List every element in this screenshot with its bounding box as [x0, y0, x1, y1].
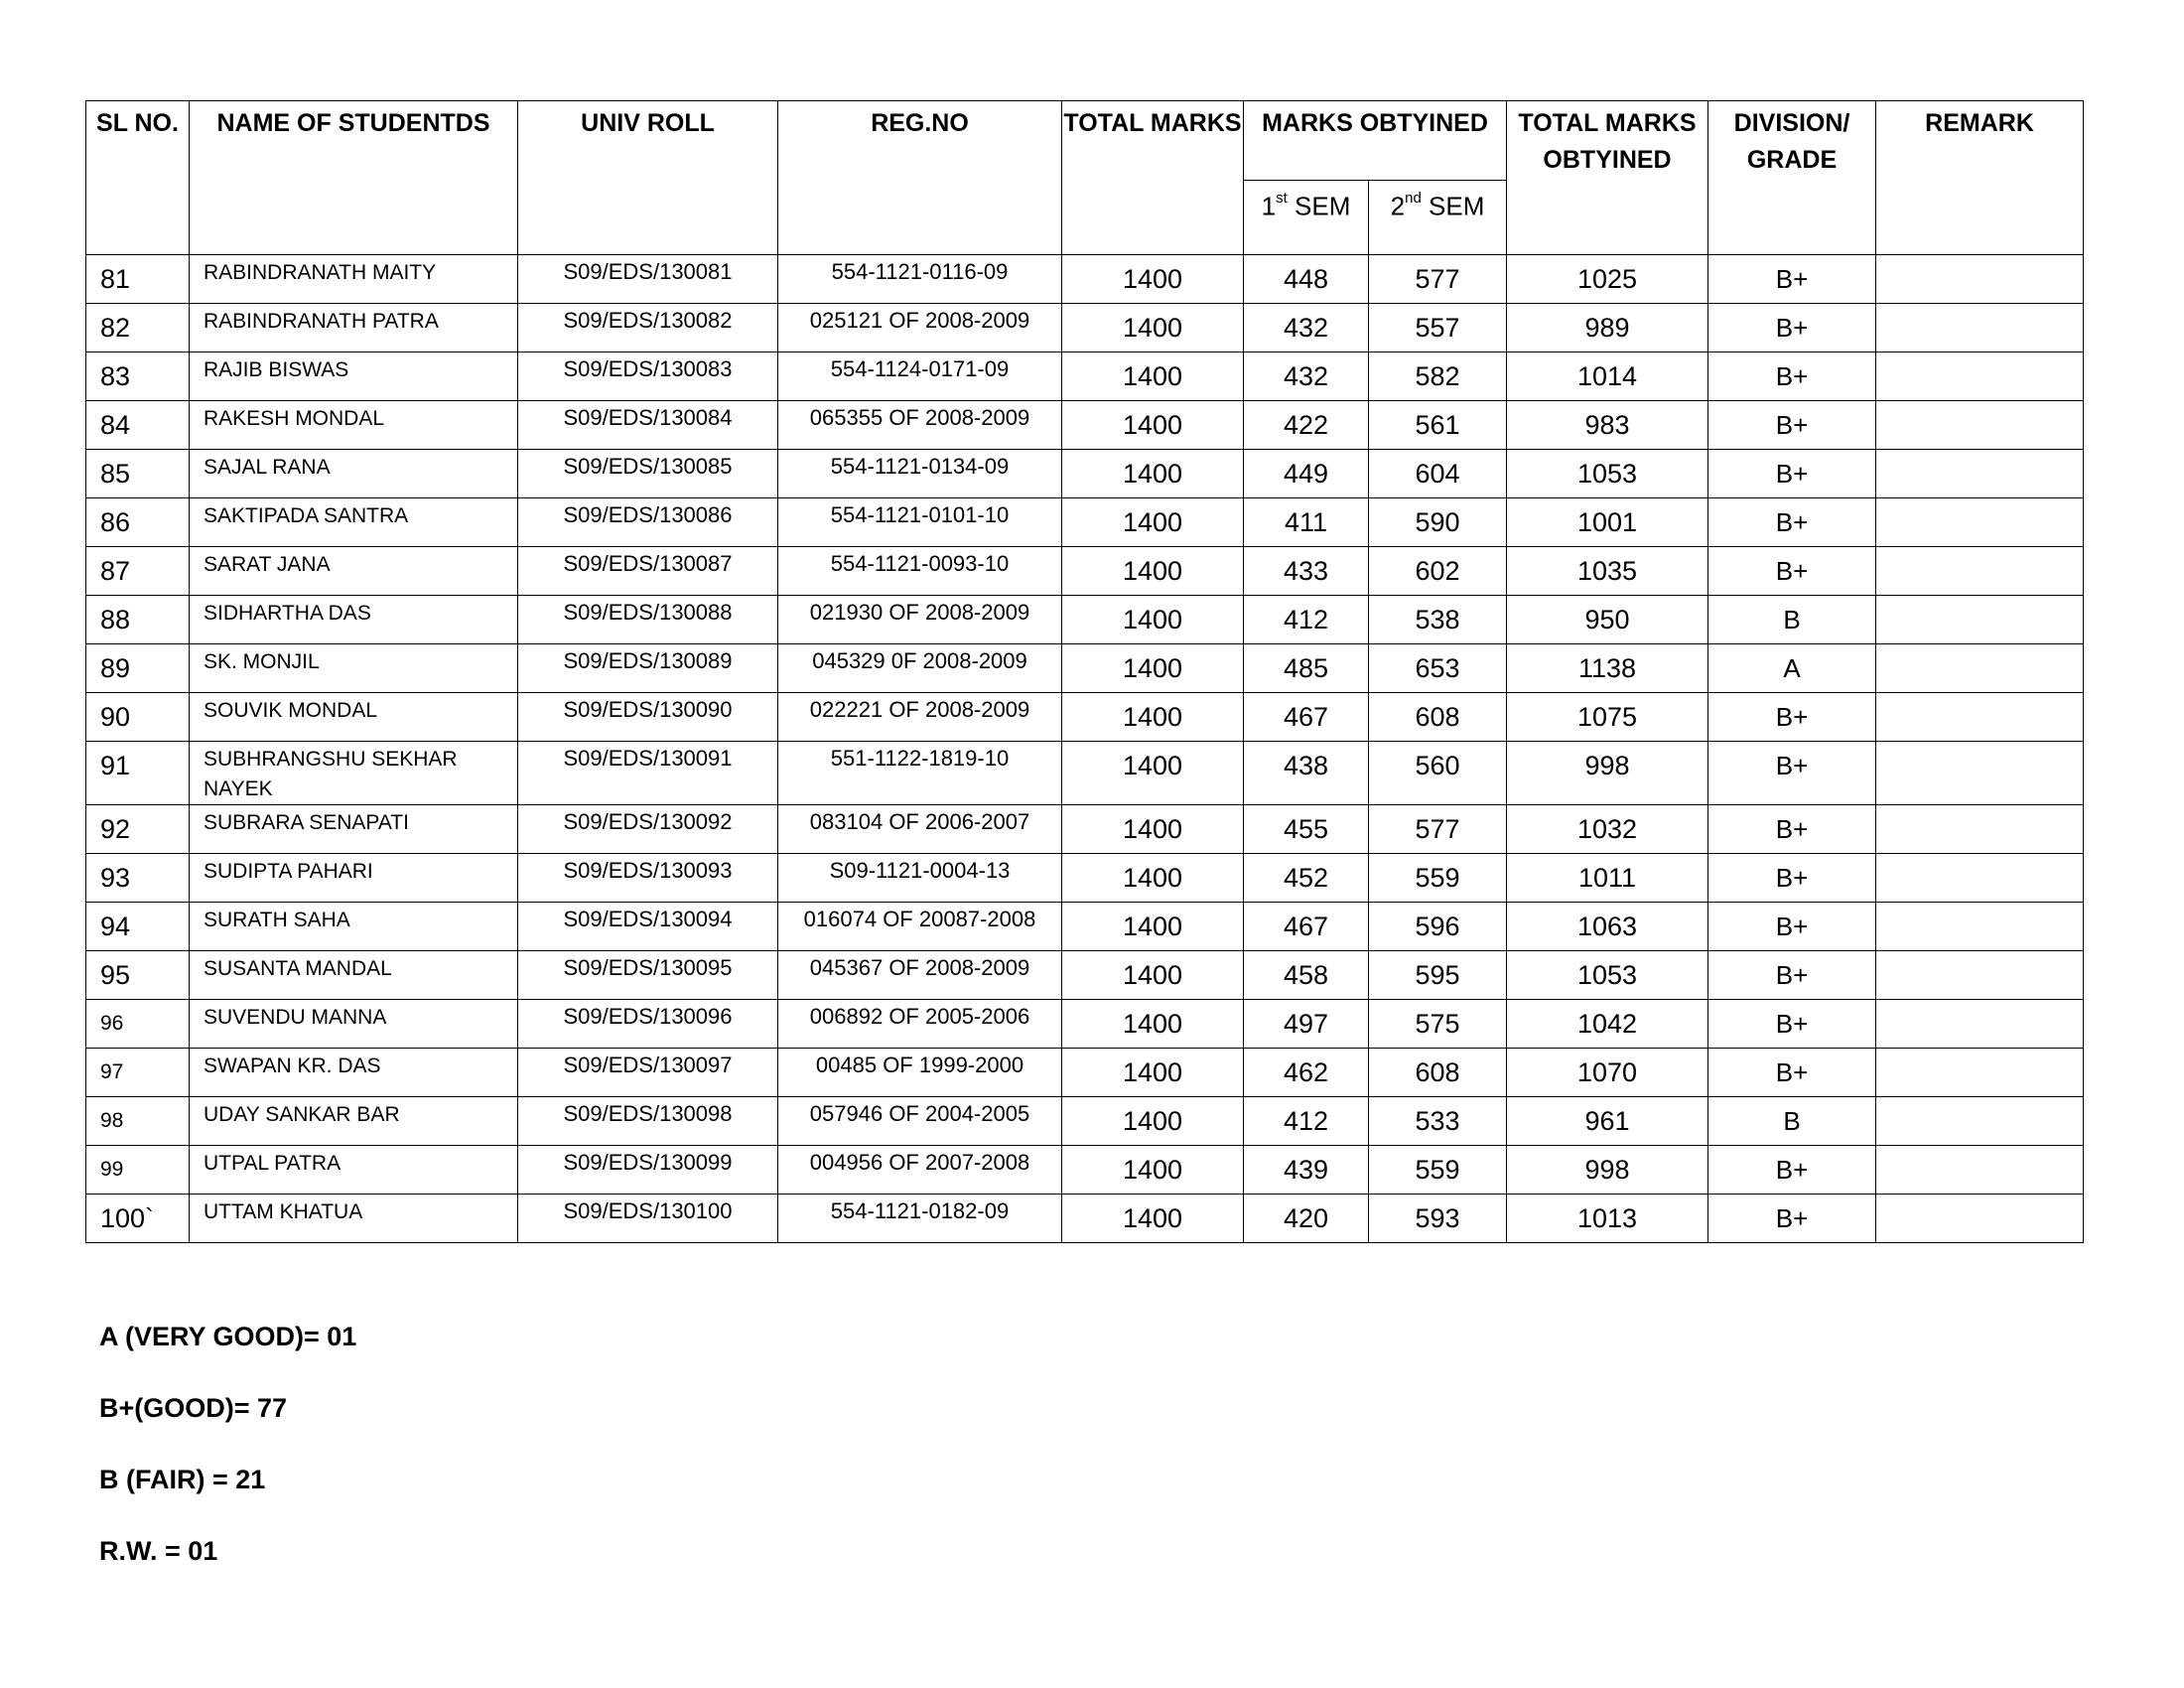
- sem1-marks-cell: 467: [1244, 693, 1369, 742]
- reg-no-cell: 022221 OF 2008-2009: [778, 693, 1062, 742]
- table-row: [86, 352, 2084, 401]
- sem1-marks-cell: 439: [1244, 1146, 1369, 1195]
- remark-cell: [1876, 742, 2084, 805]
- total-obtained-cell: 989: [1507, 304, 1708, 352]
- reg-no-cell: 554-1121-0134-09: [778, 450, 1062, 498]
- grade-cell: B+: [1708, 352, 1876, 401]
- sl-no-cell: 90: [86, 693, 190, 742]
- grade-cell: B+: [1708, 951, 1876, 1000]
- table-row: [86, 304, 2084, 352]
- sl-no-cell: 91: [86, 742, 190, 805]
- grade-cell: B+: [1708, 401, 1876, 450]
- student-name-cell: SURATH SAHA: [190, 903, 518, 951]
- header-remark: REMARK: [1876, 101, 2084, 255]
- total-marks-cell: 1400: [1062, 1097, 1244, 1146]
- univ-roll-cell: S09/EDS/130091: [518, 742, 778, 805]
- reg-no-cell: 045329 0F 2008-2009: [778, 644, 1062, 693]
- total-marks-cell: 1400: [1062, 255, 1244, 304]
- total-obtained-cell: 1025: [1507, 255, 1708, 304]
- sl-no-cell: 82: [86, 304, 190, 352]
- remark-cell: [1876, 352, 2084, 401]
- header-total-marks-obtained: TOTAL MARKS OBTYINED: [1507, 101, 1708, 255]
- total-marks-cell: 1400: [1062, 1195, 1244, 1243]
- student-name-cell: SUSANTA MANDAL: [190, 951, 518, 1000]
- total-obtained-cell: 1032: [1507, 805, 1708, 854]
- student-name-cell: RABINDRANATH PATRA: [190, 304, 518, 352]
- student-name-cell: SAKTIPADA SANTRA: [190, 498, 518, 547]
- table-row: [86, 1195, 2084, 1243]
- sem2-marks-cell: 590: [1369, 498, 1507, 547]
- grade-cell: B+: [1708, 547, 1876, 596]
- student-name-cell: RAKESH MONDAL: [190, 401, 518, 450]
- total-obtained-cell: 1035: [1507, 547, 1708, 596]
- sem1-marks-cell: 462: [1244, 1049, 1369, 1097]
- remark-cell: [1876, 951, 2084, 1000]
- sl-no-cell: 100`: [86, 1195, 190, 1243]
- total-marks-cell: 1400: [1062, 450, 1244, 498]
- table-row: [86, 547, 2084, 596]
- grade-cell: B+: [1708, 903, 1876, 951]
- univ-roll-cell: S09/EDS/130088: [518, 596, 778, 644]
- reg-no-cell: 025121 OF 2008-2009: [778, 304, 1062, 352]
- total-marks-cell: 1400: [1062, 903, 1244, 951]
- total-obtained-cell: 1053: [1507, 951, 1708, 1000]
- sem2-marks-cell: 595: [1369, 951, 1507, 1000]
- total-marks-cell: 1400: [1062, 498, 1244, 547]
- table-row: [86, 596, 2084, 644]
- reg-no-cell: S09-1121-0004-13: [778, 854, 1062, 903]
- header-reg-no: REG.NO: [778, 101, 1062, 255]
- remark-cell: [1876, 1049, 2084, 1097]
- remark-cell: [1876, 450, 2084, 498]
- remark-cell: [1876, 693, 2084, 742]
- sem2-marks-cell: 582: [1369, 352, 1507, 401]
- table-row: [86, 1000, 2084, 1049]
- remark-cell: [1876, 854, 2084, 903]
- student-name-cell: SAJAL RANA: [190, 450, 518, 498]
- grade-summary: [99, 1319, 356, 1605]
- total-marks-cell: 1400: [1062, 693, 1244, 742]
- table-row: [86, 498, 2084, 547]
- total-marks-cell: 1400: [1062, 805, 1244, 854]
- total-obtained-cell: 950: [1507, 596, 1708, 644]
- total-marks-cell: 1400: [1062, 1146, 1244, 1195]
- student-name-cell: SOUVIK MONDAL: [190, 693, 518, 742]
- sem1-marks-cell: 432: [1244, 352, 1369, 401]
- grade-cell: B+: [1708, 854, 1876, 903]
- table-row: [86, 450, 2084, 498]
- table-row: [86, 742, 2084, 805]
- student-name-cell: SIDHARTHA DAS: [190, 596, 518, 644]
- univ-roll-cell: S09/EDS/130084: [518, 401, 778, 450]
- sl-no-cell: 96: [86, 1000, 190, 1049]
- header-name: NAME OF STUDENTDS: [190, 101, 518, 255]
- reg-no-cell: 554-1121-0182-09: [778, 1195, 1062, 1243]
- sl-no-cell: 92: [86, 805, 190, 854]
- header-2nd-sem: 2nd SEM: [1369, 181, 1507, 255]
- sl-no-cell: 85: [86, 450, 190, 498]
- total-obtained-cell: 1042: [1507, 1000, 1708, 1049]
- univ-roll-cell: S09/EDS/130087: [518, 547, 778, 596]
- header-marks-obtained: MARKS OBTYINED: [1244, 101, 1507, 181]
- univ-roll-cell: S09/EDS/130099: [518, 1146, 778, 1195]
- table-row: [86, 401, 2084, 450]
- remark-cell: [1876, 805, 2084, 854]
- univ-roll-cell: S09/EDS/130090: [518, 693, 778, 742]
- total-obtained-cell: 1075: [1507, 693, 1708, 742]
- grade-cell: B+: [1708, 693, 1876, 742]
- sem1-marks-cell: 452: [1244, 854, 1369, 903]
- table-row: [86, 255, 2084, 304]
- student-name-cell: SUVENDU MANNA: [190, 1000, 518, 1049]
- total-marks-cell: 1400: [1062, 401, 1244, 450]
- student-name-cell: SWAPAN KR. DAS: [190, 1049, 518, 1097]
- reg-no-cell: 554-1124-0171-09: [778, 352, 1062, 401]
- remark-cell: [1876, 401, 2084, 450]
- sem2-marks-cell: 559: [1369, 854, 1507, 903]
- total-obtained-cell: 998: [1507, 1146, 1708, 1195]
- summary-line-b: B (FAIR) = 21: [99, 1465, 266, 1494]
- univ-roll-cell: S09/EDS/130082: [518, 304, 778, 352]
- sem2-marks-cell: 560: [1369, 742, 1507, 805]
- sl-no-cell: 99: [86, 1146, 190, 1195]
- remark-cell: [1876, 255, 2084, 304]
- sem1-marks-cell: 467: [1244, 903, 1369, 951]
- student-name-cell: SUDIPTA PAHARI: [190, 854, 518, 903]
- summary-line-rw: R.W. = 01: [99, 1536, 218, 1566]
- header-sl-no: SL NO.: [86, 101, 190, 255]
- sem2-marks-cell: 538: [1369, 596, 1507, 644]
- reg-no-cell: 016074 OF 20087-2008: [778, 903, 1062, 951]
- grade-cell: A: [1708, 644, 1876, 693]
- table-body: [86, 255, 2084, 1243]
- total-obtained-cell: 1013: [1507, 1195, 1708, 1243]
- sl-no-cell: 83: [86, 352, 190, 401]
- total-obtained-cell: 1001: [1507, 498, 1708, 547]
- grade-cell: B+: [1708, 742, 1876, 805]
- total-obtained-cell: 998: [1507, 742, 1708, 805]
- table-row: [86, 644, 2084, 693]
- student-name-cell: SARAT JANA: [190, 547, 518, 596]
- grade-cell: B+: [1708, 1049, 1876, 1097]
- remark-cell: [1876, 644, 2084, 693]
- total-marks-cell: 1400: [1062, 742, 1244, 805]
- sem2-marks-cell: 608: [1369, 693, 1507, 742]
- sem2-marks-cell: 604: [1369, 450, 1507, 498]
- total-obtained-cell: 961: [1507, 1097, 1708, 1146]
- student-name-cell: RAJIB BISWAS: [190, 352, 518, 401]
- reg-no-cell: 083104 OF 2006-2007: [778, 805, 1062, 854]
- total-marks-cell: 1400: [1062, 596, 1244, 644]
- sl-no-cell: 89: [86, 644, 190, 693]
- grade-cell: B: [1708, 596, 1876, 644]
- reg-no-cell: 004956 OF 2007-2008: [778, 1146, 1062, 1195]
- sem1-marks-cell: 420: [1244, 1195, 1369, 1243]
- reg-no-cell: 00485 OF 1999-2000: [778, 1049, 1062, 1097]
- remark-cell: [1876, 304, 2084, 352]
- remark-cell: [1876, 547, 2084, 596]
- univ-roll-cell: S09/EDS/130085: [518, 450, 778, 498]
- grade-cell: B+: [1708, 304, 1876, 352]
- sl-no-cell: 97: [86, 1049, 190, 1097]
- sem2-marks-cell: 602: [1369, 547, 1507, 596]
- remark-cell: [1876, 498, 2084, 547]
- remark-cell: [1876, 1000, 2084, 1049]
- remark-cell: [1876, 596, 2084, 644]
- sem2-marks-cell: 561: [1369, 401, 1507, 450]
- table-row: [86, 951, 2084, 1000]
- remark-cell: [1876, 903, 2084, 951]
- univ-roll-cell: S09/EDS/130081: [518, 255, 778, 304]
- sem1-marks-cell: 449: [1244, 450, 1369, 498]
- header-univ-roll: UNIV ROLL: [518, 101, 778, 255]
- total-obtained-cell: 1070: [1507, 1049, 1708, 1097]
- student-name-cell: SK. MONJIL: [190, 644, 518, 693]
- sl-no-cell: 98: [86, 1097, 190, 1146]
- sem1-marks-cell: 438: [1244, 742, 1369, 805]
- univ-roll-cell: S09/EDS/130098: [518, 1097, 778, 1146]
- sl-no-cell: 88: [86, 596, 190, 644]
- sem2-marks-cell: 608: [1369, 1049, 1507, 1097]
- sem2-marks-cell: 593: [1369, 1195, 1507, 1243]
- univ-roll-cell: S09/EDS/130094: [518, 903, 778, 951]
- univ-roll-cell: S09/EDS/130089: [518, 644, 778, 693]
- reg-no-cell: 006892 OF 2005-2006: [778, 1000, 1062, 1049]
- reg-no-cell: 551-1122-1819-10: [778, 742, 1062, 805]
- remark-cell: [1876, 1146, 2084, 1195]
- sl-no-cell: 86: [86, 498, 190, 547]
- sl-no-cell: 93: [86, 854, 190, 903]
- univ-roll-cell: S09/EDS/130100: [518, 1195, 778, 1243]
- total-obtained-cell: 1011: [1507, 854, 1708, 903]
- header-total-marks: TOTAL MARKS: [1062, 101, 1244, 255]
- reg-no-cell: 554-1121-0116-09: [778, 255, 1062, 304]
- total-marks-cell: 1400: [1062, 547, 1244, 596]
- student-name-cell: UDAY SANKAR BAR: [190, 1097, 518, 1146]
- univ-roll-cell: S09/EDS/130093: [518, 854, 778, 903]
- total-marks-cell: 1400: [1062, 304, 1244, 352]
- reg-no-cell: 021930 OF 2008-2009: [778, 596, 1062, 644]
- total-marks-cell: 1400: [1062, 644, 1244, 693]
- results-table: [85, 100, 2084, 1243]
- univ-roll-cell: S09/EDS/130097: [518, 1049, 778, 1097]
- sem1-marks-cell: 412: [1244, 596, 1369, 644]
- total-obtained-cell: 983: [1507, 401, 1708, 450]
- univ-roll-cell: S09/EDS/130096: [518, 1000, 778, 1049]
- sem2-marks-cell: 575: [1369, 1000, 1507, 1049]
- sem2-marks-cell: 596: [1369, 903, 1507, 951]
- table-row: [86, 1097, 2084, 1146]
- remark-cell: [1876, 1097, 2084, 1146]
- table-row: [86, 805, 2084, 854]
- sl-no-cell: 95: [86, 951, 190, 1000]
- table-row: [86, 693, 2084, 742]
- sem1-marks-cell: 433: [1244, 547, 1369, 596]
- sem2-marks-cell: 557: [1369, 304, 1507, 352]
- total-marks-cell: 1400: [1062, 1000, 1244, 1049]
- sem1-marks-cell: 497: [1244, 1000, 1369, 1049]
- student-name-cell: SUBHRANGSHU SEKHAR NAYEK: [190, 742, 518, 805]
- sl-no-cell: 94: [86, 903, 190, 951]
- total-obtained-cell: 1138: [1507, 644, 1708, 693]
- univ-roll-cell: S09/EDS/130095: [518, 951, 778, 1000]
- sem2-marks-cell: 653: [1369, 644, 1507, 693]
- sem1-marks-cell: 412: [1244, 1097, 1369, 1146]
- summary-line-b-plus: B+(GOOD)= 77: [99, 1393, 288, 1423]
- header-1st-sem: 1st SEM: [1244, 181, 1369, 255]
- total-marks-cell: 1400: [1062, 352, 1244, 401]
- reg-no-cell: 065355 OF 2008-2009: [778, 401, 1062, 450]
- table-row: [86, 854, 2084, 903]
- sl-no-cell: 84: [86, 401, 190, 450]
- grade-cell: B+: [1708, 255, 1876, 304]
- total-obtained-cell: 1053: [1507, 450, 1708, 498]
- total-marks-cell: 1400: [1062, 951, 1244, 1000]
- summary-line-a: A (VERY GOOD)= 01: [99, 1322, 357, 1351]
- sem1-marks-cell: 485: [1244, 644, 1369, 693]
- univ-roll-cell: S09/EDS/130086: [518, 498, 778, 547]
- reg-no-cell: 045367 OF 2008-2009: [778, 951, 1062, 1000]
- sem1-marks-cell: 422: [1244, 401, 1369, 450]
- table-row: [86, 1049, 2084, 1097]
- grade-cell: B+: [1708, 805, 1876, 854]
- total-obtained-cell: 1063: [1507, 903, 1708, 951]
- total-marks-cell: 1400: [1062, 854, 1244, 903]
- header-division-grade: DIVISION/ GRADE: [1708, 101, 1876, 255]
- grade-cell: B+: [1708, 1195, 1876, 1243]
- student-name-cell: RABINDRANATH MAITY: [190, 255, 518, 304]
- grade-cell: B+: [1708, 1146, 1876, 1195]
- student-name-cell: SUBRARA SENAPATI: [190, 805, 518, 854]
- sl-no-cell: 81: [86, 255, 190, 304]
- reg-no-cell: 554-1121-0101-10: [778, 498, 1062, 547]
- grade-cell: B+: [1708, 450, 1876, 498]
- sem2-marks-cell: 533: [1369, 1097, 1507, 1146]
- total-marks-cell: 1400: [1062, 1049, 1244, 1097]
- grade-cell: B: [1708, 1097, 1876, 1146]
- univ-roll-cell: S09/EDS/130083: [518, 352, 778, 401]
- sem1-marks-cell: 455: [1244, 805, 1369, 854]
- table-row: [86, 903, 2084, 951]
- sl-no-cell: 87: [86, 547, 190, 596]
- sem1-marks-cell: 432: [1244, 304, 1369, 352]
- grade-cell: B+: [1708, 498, 1876, 547]
- remark-cell: [1876, 1195, 2084, 1243]
- sem2-marks-cell: 577: [1369, 255, 1507, 304]
- reg-no-cell: 554-1121-0093-10: [778, 547, 1062, 596]
- sem2-marks-cell: 559: [1369, 1146, 1507, 1195]
- total-obtained-cell: 1014: [1507, 352, 1708, 401]
- sem1-marks-cell: 411: [1244, 498, 1369, 547]
- reg-no-cell: 057946 OF 2004-2005: [778, 1097, 1062, 1146]
- student-name-cell: UTTAM KHATUA: [190, 1195, 518, 1243]
- student-name-cell: UTPAL PATRA: [190, 1146, 518, 1195]
- sem2-marks-cell: 577: [1369, 805, 1507, 854]
- sem1-marks-cell: 458: [1244, 951, 1369, 1000]
- grade-cell: B+: [1708, 1000, 1876, 1049]
- univ-roll-cell: S09/EDS/130092: [518, 805, 778, 854]
- sem1-marks-cell: 448: [1244, 255, 1369, 304]
- table-row: [86, 1146, 2084, 1195]
